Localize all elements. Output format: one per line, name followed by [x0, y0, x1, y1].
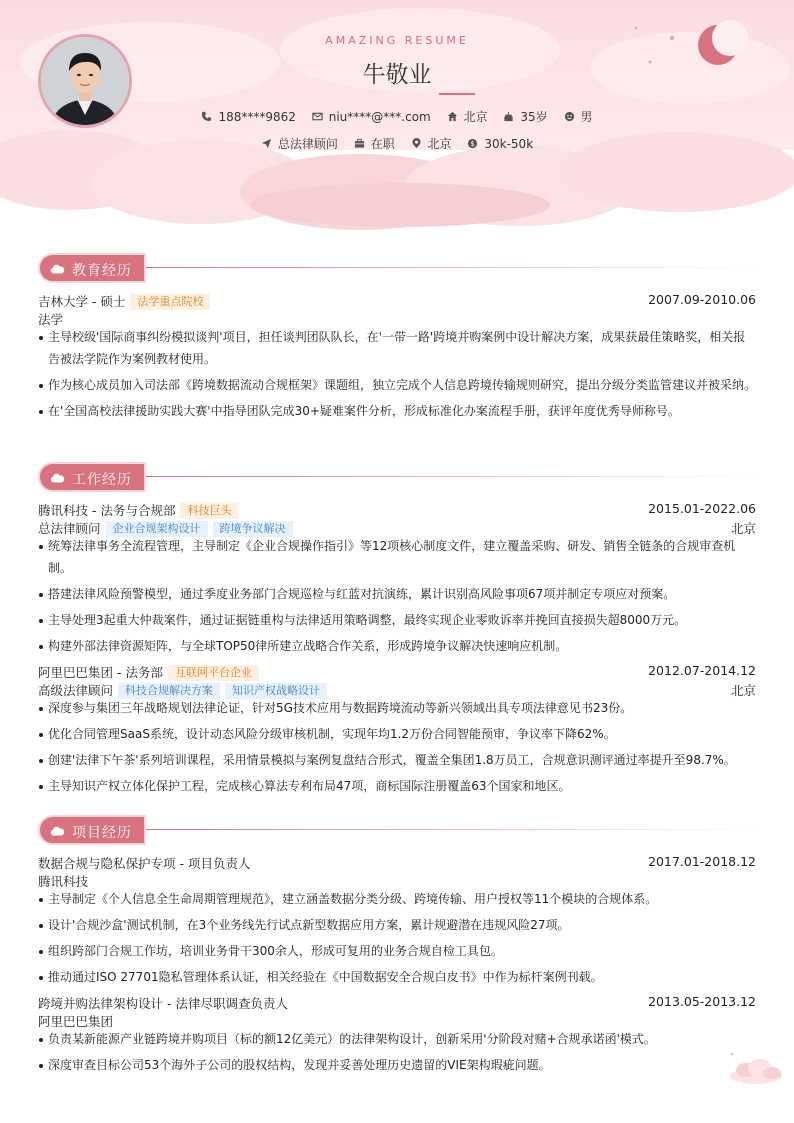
project-date: 2017.01-2018.12 [648, 854, 756, 869]
cloud-icon [50, 264, 65, 274]
work-bullets [38, 536, 756, 662]
candidate-name: 牛敬业 [362, 62, 432, 88]
list-item: 组织跨部门合规工作坊，培训业务骨干300余人，形成可复用的业务合规自检工具包。 [38, 941, 756, 963]
cloud-icon [50, 826, 65, 836]
work-role-row [38, 519, 756, 537]
contact-info-row [0, 108, 794, 125]
location-pin-icon [411, 138, 422, 149]
resume-tagline: AMAZING RESUME [325, 34, 469, 47]
list-item: 设计'合规沙盒'测试机制，在3个业务线先行试点新型数据应用方案，累计规避潜在违规风险27项。 [38, 915, 756, 937]
cake-icon [503, 111, 514, 122]
skill-tag: 知识产权战略设计 [225, 683, 327, 699]
education-bullets [38, 327, 756, 427]
work-entry-header [38, 501, 756, 519]
job-city: 北京 [411, 135, 452, 152]
job-status: 在职 [354, 135, 395, 152]
list-item: 主导校级'国际商事纠纷模拟谈判'项目，担任谈判团队队长，在'一带一路'跨境并购案例中设计解决方案，成果获最佳策略奖，相关报告被法学院作为案例教材使用。 [38, 327, 756, 370]
contact-city: 北京 [447, 108, 488, 125]
list-item: 创建'法律下午茶'系列培训课程，采用情景模拟与案例复盘结合形式，覆盖全集团1.8万员工，合规意识测评通过率提升至98.7%。 [38, 750, 756, 772]
project-title: 跨境并购法律架构设计 - 法律尽职调查负责人 [38, 996, 288, 1011]
cloud-decoration-icon [726, 1050, 786, 1086]
list-item: 构建外部法律资源矩阵，与全球TOP50律所建立战略合作关系，形成跨境争议解决快速响应机制。 [38, 636, 756, 658]
name-underline [439, 93, 475, 95]
company-name: 阿里巴巴集团 - 法务部 [38, 665, 163, 680]
list-item: 搭建法律风险预警模型，通过季度业务部门合规巡检与红蓝对抗演练，累计识别高风险事项67项并制定专项应对预案。 [38, 584, 756, 606]
send-icon [261, 138, 272, 149]
company-tag: 科技巨头 [180, 503, 238, 519]
project-org-row [38, 872, 756, 890]
job-intention-row [0, 135, 794, 152]
contact-phone: 188****9862 [201, 110, 295, 124]
cloud-icon [50, 473, 65, 483]
skill-tag: 科技合规解决方案 [118, 683, 220, 699]
contact-age: 35岁 [503, 108, 547, 125]
phone-icon [201, 111, 212, 122]
work-entry-header [38, 663, 756, 681]
project-title: 数据合规与隐私保护专项 - 项目负责人 [38, 856, 251, 871]
contact-gender: 男 [564, 108, 593, 125]
list-item: 统筹法律事务全流程管理，主导制定《企业合规操作指引》等12项核心制度文件，建立覆盖采购、研发、销售全链条的合规审查机制。 [38, 536, 756, 579]
list-item: 作为核心成员加入司法部《跨境数据流动合规框架》课题组，独立完成个人信息跨境传输规则研究，提出分级分类监管建议并被采纳。 [38, 375, 756, 397]
list-item: 负责某新能源产业链跨境并购项目（标的额12亿美元）的法律架构设计，创新采用'分阶段对赌+合规承诺函'模式。 [38, 1029, 756, 1051]
company-name: 腾讯科技 - 法务与合规部 [38, 503, 176, 518]
job-salary: $ 30k-50k [467, 137, 533, 151]
work-role-row [38, 681, 756, 699]
money-icon [467, 138, 478, 149]
gender-icon [564, 111, 575, 122]
job-role: 总法律顾问 [38, 521, 101, 536]
list-item: 深度审查目标公司53个海外子公司的股权结构，发现并妥善处理历史遗留的VIE架构瑕疵问题。 [38, 1055, 756, 1077]
school-name: 吉林大学 - 硕士 [38, 294, 126, 309]
work-city: 北京 [730, 683, 756, 698]
skill-tag: 企业合规架构设计 [106, 521, 208, 537]
education-date: 2007.09-2010.06 [648, 292, 756, 307]
skill-tag: 跨境争议解决 [213, 521, 293, 537]
company-tag: 互联网平台企业 [168, 665, 259, 681]
list-item: 主导制定《个人信息全生命周期管理规范》，建立涵盖数据分类分级、跨境传输、用户授权等11个模块的合规体系。 [38, 889, 756, 911]
resume-header [0, 0, 794, 230]
list-item: 主导处理3起重大仲裁案件，通过证据链重构与法律适用策略调整，最终实现企业零败诉率并挽回直接损失超8000万元。 [38, 610, 756, 632]
education-major: 法学 [38, 312, 64, 327]
svg-text:$: $ [470, 139, 476, 148]
work-date: 2012.07-2014.12 [648, 663, 756, 678]
education-major-row [38, 310, 756, 328]
briefcase-icon [354, 138, 365, 149]
project-date: 2013.05-2013.12 [648, 994, 756, 1009]
list-item: 推动通过ISO 27701隐私管理体系认证，相关经验在《中国数据安全合规白皮书》中作为标杆案例刊载。 [38, 967, 756, 989]
work-bullets [38, 698, 756, 802]
work-city: 北京 [730, 521, 756, 536]
project-org-row [38, 1012, 756, 1030]
list-item: 深度参与集团三年战略规划法律论证，针对5G技术应用与数据跨境流动等新兴领域出具专项法律意见书23份。 [38, 698, 756, 720]
project-bullets [38, 1029, 756, 1081]
project-entry-header [38, 994, 756, 1012]
section-divider [146, 476, 758, 477]
project-entry-header [38, 854, 756, 872]
education-entry-header [38, 292, 756, 310]
school-tag: 法学重点院校 [130, 294, 210, 310]
project-org: 腾讯科技 [38, 874, 89, 889]
list-item: 优化合同管理SaaS系统，设计动态风险分级审核机制，实现年均1.2万份合同智能预审，争议率下降62%。 [38, 724, 756, 746]
list-item: 在'全国高校法律援助实践大赛'中指导团队完成30+疑难案件分析，形成标准化办案流程手册，获评年度优秀导师称号。 [38, 401, 756, 423]
list-item: 主导知识产权立体化保护工程，完成核心算法专利布局47项，商标国际注册覆盖63个国家和地区。 [38, 776, 756, 798]
mail-icon [312, 111, 323, 122]
job-role: 高级法律顾问 [38, 683, 114, 698]
contact-email: niu****@***.com [312, 110, 431, 124]
home-icon [447, 111, 458, 122]
project-bullets [38, 889, 756, 993]
job-title: 总法律顾问 [261, 135, 338, 152]
section-divider [146, 829, 758, 830]
work-date: 2015.01-2022.06 [648, 501, 756, 516]
section-divider [146, 267, 758, 268]
project-org: 阿里巴巴集团 [38, 1014, 114, 1029]
